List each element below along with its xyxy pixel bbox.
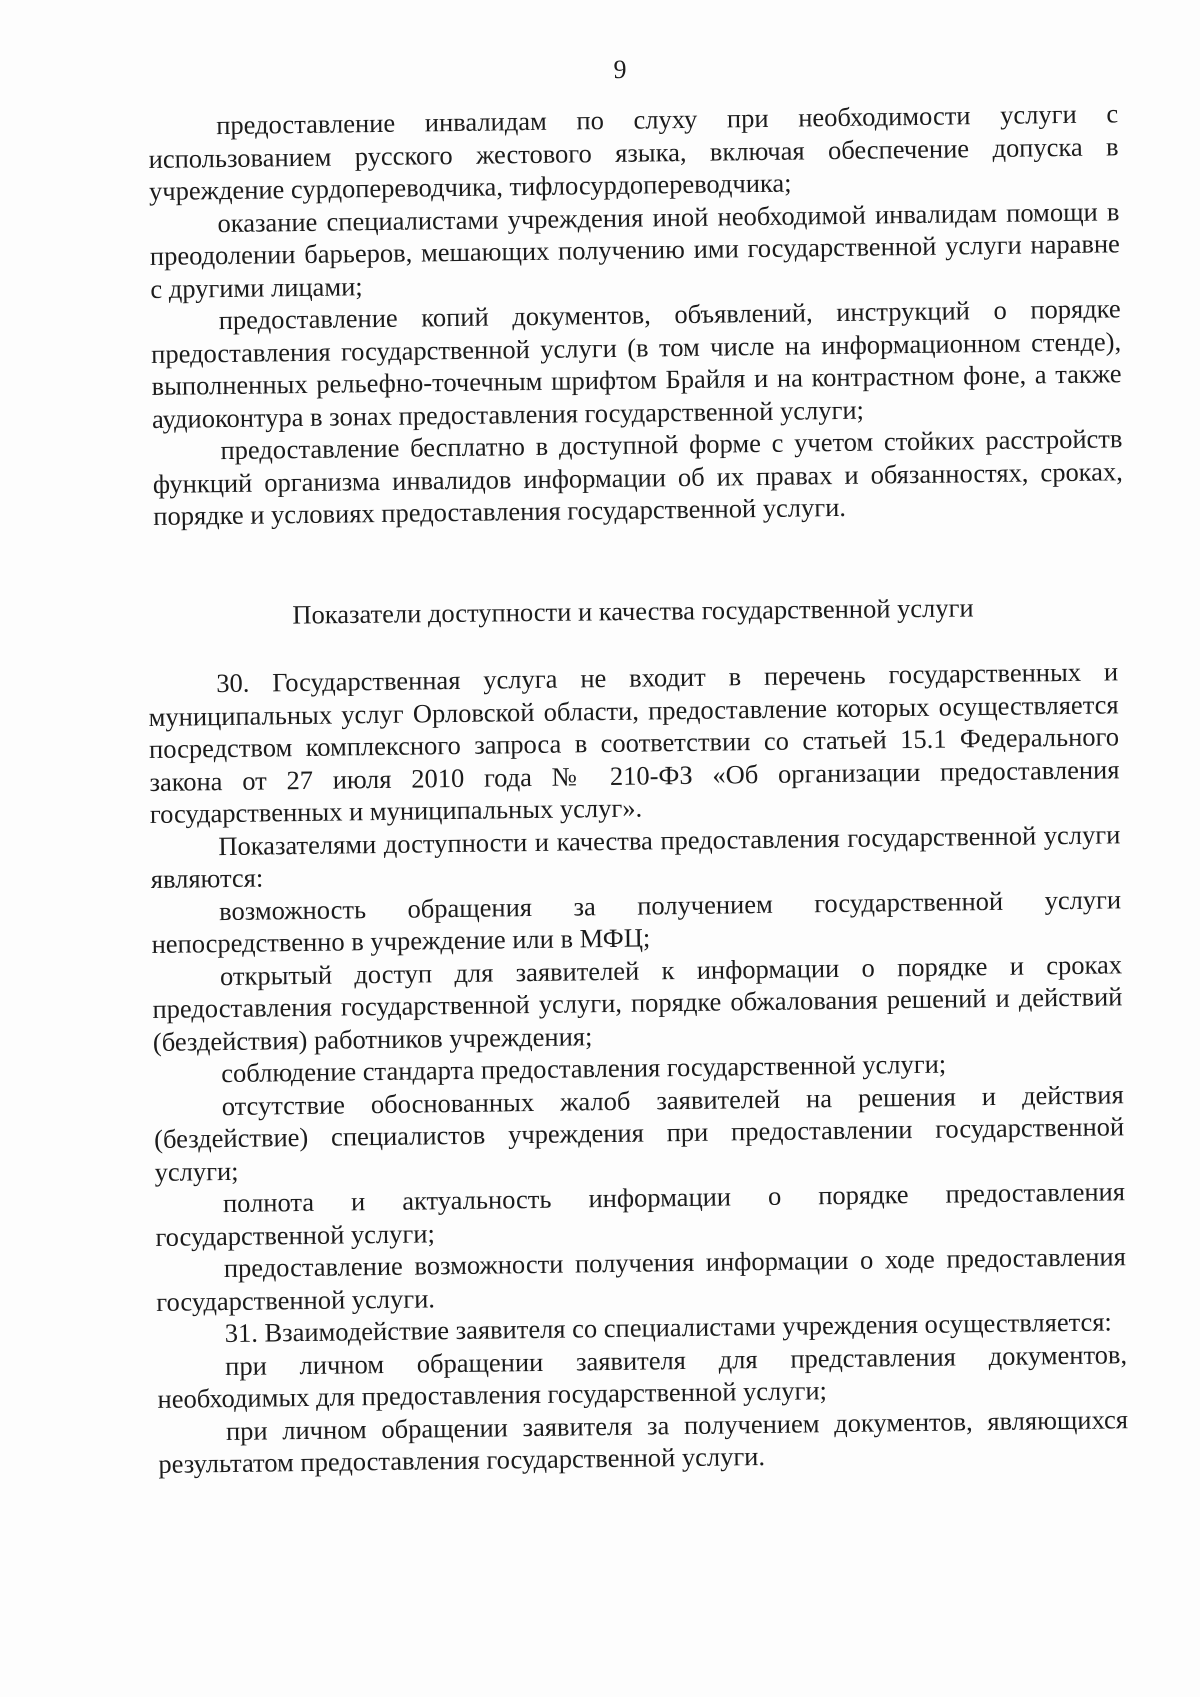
paragraph: соблюдение стандарта предоставления государственной услуги;: [221, 1048, 947, 1089]
paragraph-clause-31: 31. Взаимодействие заявителя со специалистами учреждения осуществляется:: [224, 1306, 1113, 1349]
paragraph: предоставление копий документов, объявлений, инструкций о порядке предоставления государственной услуги (в том числе на информационном стенде), выполненных рельефно-точечным шрифтом Брайля и на контрастном фоне, а также аудиоконтура в зонах предоставления государственной услуги;: [150, 293, 1122, 434]
paragraph: возможность обращения за получением государственной услуги непосредственно в учреждение или в МФЦ;: [151, 883, 1122, 959]
paragraph: оказание специалистами учреждения иной необходимой инвалидам помощи в преодолении барьеров, мешающих получению ими государственной услуги наравне с другими лицами;: [149, 195, 1121, 304]
paragraph: предоставление возможности получения информации о ходе предоставления государственной услуги.: [156, 1241, 1126, 1317]
section-heading: Показатели доступности и качества государственной услуги: [292, 592, 974, 630]
paragraph: отсутствие обоснованных жалоб заявителей на решения и действия (бездействие) специалистов учреждения при предоставлении государственной услуги;: [153, 1078, 1125, 1187]
paragraph: предоставление инвалидам по слуху при необходимости услуги с использованием русского жестового языка, включая обеспечение допуска в учреждение сурдопереводчика, тифлосурдопереводчика;: [148, 98, 1119, 206]
paragraph: открытый доступ для заявителей к информации о порядке и сроках предоставления государственной услуги, порядке обжалования решений и действий (бездействия) работников учреждения;: [152, 948, 1123, 1057]
quality-indicators-section: [148, 655, 1129, 1480]
paragraph-clause-30: 30. Государственная услуга не входит в перечень государственных и муниципальных услуг Орловской области, предоставление которых осуществляется посредством комплексного запроса в соответствии со статьей 15.1 Федерального закона от 27 июля 2010 года № 210-ФЗ «Об организации предоставления государственных и муниципальных услуг».: [148, 656, 1120, 829]
paragraph: Показателями доступности и качества предоставления государственной услуги являются:: [150, 818, 1121, 894]
paragraph: при личном обращении заявителя за получением документов, являющихся результатом предоставления государственной услуги.: [158, 1403, 1129, 1479]
accessibility-measures-list: [148, 97, 1123, 532]
paragraph: полнота и актуальность информации о порядке предоставления государственной услуги;: [155, 1176, 1126, 1252]
page-number: 9: [613, 55, 627, 84]
paragraph: при личном обращении заявителя для представления документов, необходимых для предоставления государственной услуги;: [157, 1338, 1128, 1414]
paragraph: предоставление бесплатно в доступной форме с учетом стойких расстройств функций организма инвалидов информации об их правах и обязанностях, сроках, порядке и условиях предоставления государственной услуги.: [152, 423, 1124, 531]
